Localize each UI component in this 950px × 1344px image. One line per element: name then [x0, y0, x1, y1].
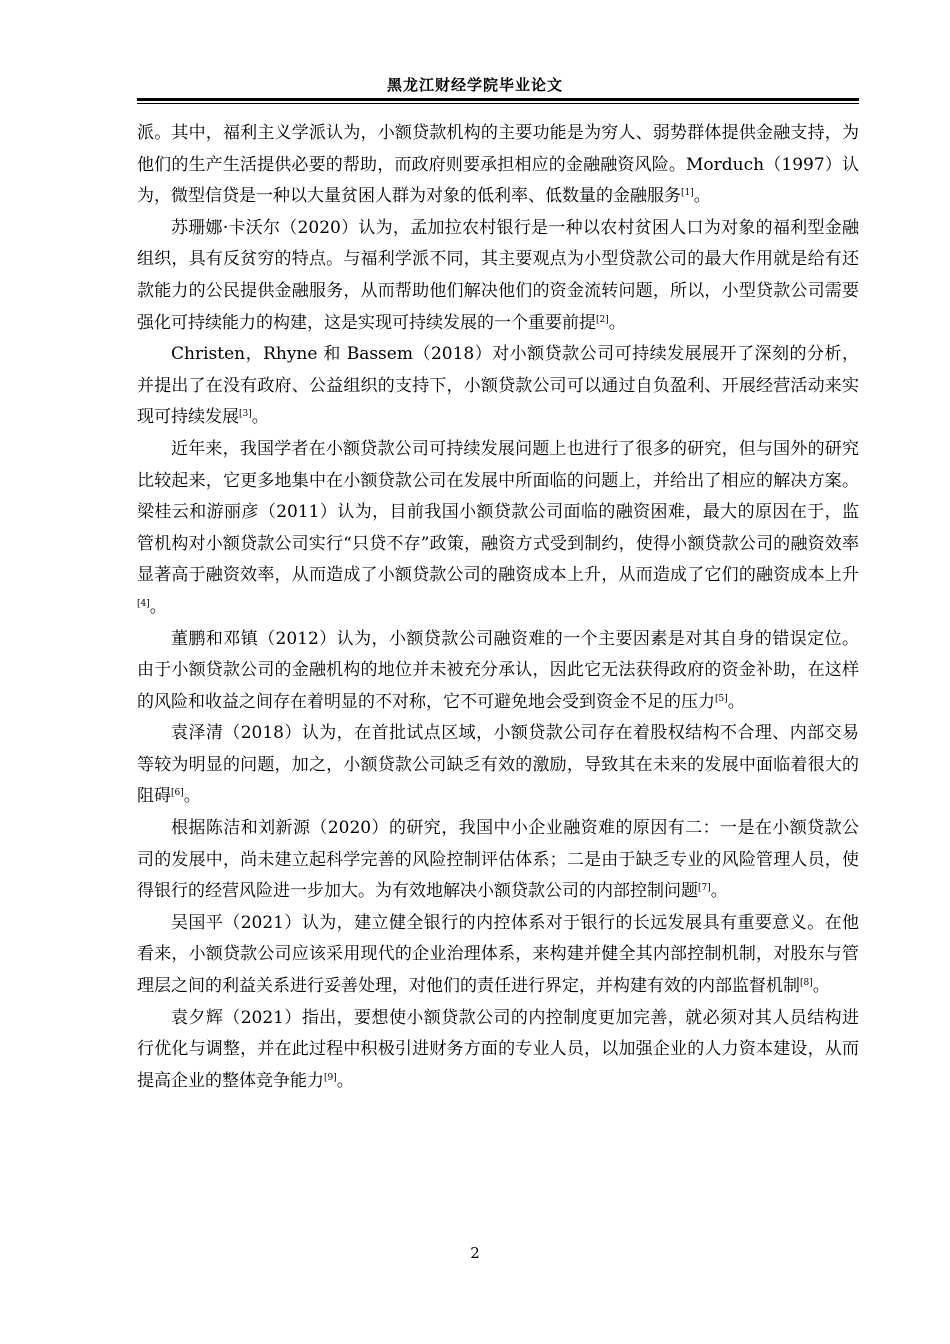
paragraph-end: 。: [251, 407, 269, 428]
citation-9: [9]: [324, 1072, 337, 1083]
paragraph-text: 袁泽清（2018）认为，在首批试点区域，小额贷款公司存在着股权结构不合理、内部交易等较为明显的问题，加之，小额贷款公司缺乏有效的激励，导致其在未来的发展中面临着很大的阻碍: [137, 723, 859, 807]
page-number: 2: [470, 1244, 480, 1262]
paragraph-9: [137, 1003, 859, 1098]
citation-5: [5]: [715, 693, 728, 704]
paragraph-text: 苏珊娜·卡沃尔（2020）认为，孟加拉农村银行是一种以农村贫困人口为对象的福利型金融组织，具有反贫穷的特点。与福利学派不同，其主要观点为小型贷款公司的最大作用就是给有还款能力的公民提供金融服务，从而帮助他们解决他们的资金流转问题，所以，小型贷款公司需要强化可持续能力的构建，这是实现可持续发展的一个重要前提: [137, 217, 859, 333]
citation-3: [3]: [239, 409, 252, 420]
citation-2: [2]: [596, 314, 609, 325]
paragraph-text: Christen，Rhyne 和 Bassem（2018）对小额贷款公司可持续发展展开了深刻的分析，并提出了在没有政府、公益组织的支持下，小额贷款公司可以通过自负盈利、开展经营活动来实现可持续发展: [137, 344, 859, 428]
paragraph-4: [137, 434, 859, 624]
paragraph-3: [137, 339, 859, 434]
paragraph-2: [137, 213, 859, 339]
citation-6: [6]: [171, 788, 184, 799]
citation-1: [1]: [681, 188, 694, 199]
paragraph-end: 。: [183, 786, 201, 807]
paragraph-end: 。: [812, 976, 830, 997]
paragraph-6: [137, 718, 859, 813]
citation-8: [8]: [800, 978, 813, 989]
paragraph-text: 袁夕辉（2021）指出，要想使小额贷款公司的内控制度更加完善，就必须对其人员结构进行优化与调整，并在此过程中积极引进财务方面的专业人员，以加强企业的人力资本建设，从而提高企业的整体竞争能力: [137, 1007, 859, 1091]
header-rule-thick: [137, 98, 859, 101]
paragraph-8: [137, 908, 859, 1003]
citation-4: [4]: [137, 598, 150, 609]
paragraph-end: 。: [608, 312, 626, 333]
paragraph-text: 根据陈洁和刘新源（2020）的研究，我国中小企业融资难的原因有二：一是在小额贷款公司的发展中，尚未建立起科学完善的风险控制评估体系；二是由于缺乏专业的风险管理人员，使得银行的经营风险进一步加大。为有效地解决小额贷款公司的内部控制问题: [137, 818, 859, 902]
header-rule-thin: [137, 103, 859, 104]
paragraph-text: 近年来，我国学者在小额贷款公司可持续发展问题上也进行了很多的研究，但与国外的研究比较起来，它更多地集中在小额贷款公司在发展中所面临的问题上，并给出了相应的解决方案。梁桂云和游丽彦（2011）认为，目前我国小额贷款公司面临的融资困难，最大的原因在于，监管机构对小额贷款公司实行“只贷不存”政策，融资方式受到制约，使得小额贷款公司的融资效率显著高于融资效率，从而造成了小额贷款公司的融资成本上升，从而造成了它们的融资成本上升: [137, 438, 859, 586]
paragraph-7: [137, 813, 859, 908]
paragraph-text: 董鹏和邓镇（2012）认为，小额贷款公司融资难的一个主要因素是对其自身的错误定位。由于小额贷款公司的金融机构的地位并未被充分承认，因此它无法获得政府的资金补助，在这样的风险和收益之间存在着明显的不对称，它不可避免地会受到资金不足的压力: [137, 628, 859, 712]
paragraph-5: [137, 624, 859, 719]
body-text: [137, 118, 859, 1097]
paragraph-end: 。: [710, 881, 728, 902]
paragraph-end: 。: [336, 1070, 354, 1091]
paragraph-text: 吴国平（2021）认为，建立健全银行的内控体系对于银行的长远发展具有重要意义。在他看来，小额贷款公司应该采用现代的企业治理体系，来构建并健全其内部控制机制，对股东与管理层之间的利益关系进行妥善处理，对他们的责任进行界定，并构建有效的内部监督机制: [137, 912, 859, 997]
citation-7: [7]: [698, 883, 711, 894]
paragraph-end: 。: [693, 186, 711, 207]
running-header-title: 黑龙江财经学院毕业论文: [386, 76, 563, 94]
paragraph-end: 。: [727, 691, 745, 712]
paragraph-1: [137, 118, 859, 213]
paragraph-end: 。: [149, 596, 167, 617]
paragraph-text: 派。其中，福利主义学派认为，小额贷款机构的主要功能是为穷人、弱势群体提供金融支持，为他们的生产生活提供必要的帮助，而政府则要承担相应的金融融资风险。Morduch（1997）认为，微型信贷是一种以大量贫困人群为对象的低利率、低数量的金融服务: [137, 123, 859, 207]
